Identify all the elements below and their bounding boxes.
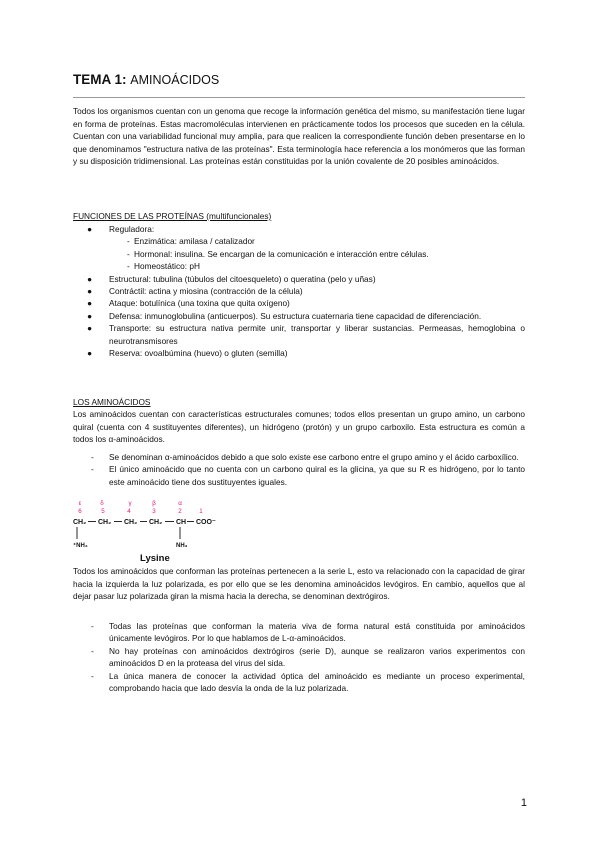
intro-paragraph: Todos los organismos cuentan con un genoma que recoge la información genética del mismo, su manifestación tiene lugar en forma de proteínas. Estas macromoléculas intervienen en prácticamente todos los procesos que suceden en la célula. Cuentan con una variabilidad funcional muy amplia, para que realicen la correspondiente función deben presentarse en lo que denominamos "estructura nativa de las proteínas". Esta terminología hace referencia a los monómeros que las forman y su disposición tridimensional. Las proteínas están constituidas por la unión covalente de 20 posibles aminoácidos. [73, 106, 525, 167]
page-number: 1 [520, 797, 527, 809]
aminoacidos-heading: LOS AMINOÁCIDOS [73, 397, 151, 407]
bullet-icon: ● [87, 323, 93, 334]
molecule-name: Lysine [140, 553, 170, 564]
carbon-number: 2 [178, 508, 182, 515]
carbon-number: 6 [78, 508, 82, 515]
amine-group: NH₃ [176, 543, 188, 549]
dash-icon: - [127, 261, 130, 272]
bullet-icon: ● [87, 298, 93, 309]
list-item: ● Reguladora: - Enzimática: amilasa / catalizador - Hormonal: insulina. Se encargan de la comunicación e interacción entre células. - Homeostático: pH [73, 223, 525, 273]
greek-label: δ [100, 500, 104, 507]
list-item: - Se denominan α-aminoácidos debido a que solo existe ese carbono entre el grupo amino y el ácido carboxílico. [91, 452, 519, 462]
list-item: ● Reserva: ovoalbúmina (huevo) o gluten (semilla) [87, 348, 288, 359]
list-item: ● Estructural: tubulina (túbulos del citoesqueleto) o queratina (pelo y uñas) [87, 273, 376, 284]
greek-label: γ [128, 500, 132, 507]
carbon-number: 3 [152, 508, 156, 515]
title-sub: AMINOÁCIDOS [130, 73, 220, 87]
list-item: - El único aminoácido que no cuenta con un carbono quiral es la glicina, ya que su R es hidrógeno, por lo tanto este aminoácido tiene dos sustituyentes iguales. [91, 464, 525, 487]
amine-group: ⁺NH₃ [73, 543, 88, 549]
bullet-icon: ● [87, 273, 93, 284]
sub-item: - Hormonal: insulina. Se encargan de la comunicación e interacción entre células. [127, 248, 429, 259]
levogiros-paragraph: Todos los aminoácidos que conforman las proteínas pertenecen a la serie L, esto va relacionado con la capacidad de girar hacia la izquierda la luz polarizada, es por ello que se les denomina aminoácidos levógiros. En cambio, aquellos que al dejar pasar luz polarizada giran la misma hacia la derecha, se denominan dextrógiros. [73, 566, 525, 602]
dash-icon: - [91, 645, 94, 656]
aminoacidos-points [73, 451, 525, 488]
chain-atom: CH₂ [98, 519, 112, 526]
sub-item: - Homeostático: pH [127, 261, 200, 272]
aminoacidos-paragraph: Los aminoácidos cuentan con características estructurales comunes; todos ellos presentan un grupo amino, un carbono quiral (cuenta con 4 sustituyentes diferentes), un hidrógeno (protón) y un grupo carboxilo. Esta estructura es común a todos los α-aminoácidos. [73, 409, 525, 445]
dash-icon: - [91, 621, 94, 631]
levogiros-points [73, 620, 525, 694]
chain-atom: CH [176, 519, 187, 526]
dash-icon: - [127, 236, 130, 247]
sub-list [109, 235, 525, 272]
chain-atom: COO⁻ [196, 519, 216, 526]
bullet-icon: ● [87, 286, 93, 297]
list-item: - Todas las proteínas que conforman la materia viva de forma natural está constituida por aminoácidos únicamente levógiros. Por lo que hablamos de L-α-aminoácidos. [91, 621, 525, 644]
list-item: - La única manera de conocer la actividad óptica del aminoácido es mediante un proceso experimental, comprobando hacia que lado desvía la onda de la luz polarizada. [91, 670, 525, 694]
chain-atom: CH₂ [124, 519, 138, 526]
carbon-number: 1 [199, 508, 203, 515]
list-item: ● Contráctil: actina y miosina (contracción de la célula) [87, 286, 303, 297]
greek-label: ε [78, 500, 82, 507]
dash-icon: - [91, 464, 94, 475]
page-title [73, 72, 219, 87]
bullet-icon: ● [87, 348, 93, 359]
list-item: ● Transporte: su estructura nativa permite unir, transportar y liberar sustancias. Permeasas, hemoglobina o neurotransmisores [87, 323, 525, 346]
sub-item: - Enzimática: amilasa / catalizador [127, 236, 255, 247]
title-divider [73, 97, 525, 98]
list-item: ● Ataque: botulínica (una toxina que quita oxígeno) [87, 298, 290, 309]
dash-icon: - [91, 452, 94, 462]
chain-atom: CH₂ [149, 519, 163, 526]
bullet-icon: ● [87, 310, 93, 321]
list-item: - No hay proteínas con aminoácidos dextrógiros (serie D), aunque se realizaron varios experimentos con aminoácidos D en la proteasa del virus del sida. [91, 645, 525, 669]
greek-label: β [152, 500, 156, 507]
chain-atom: CH₂ [73, 519, 87, 526]
bullet-icon: ● [87, 224, 93, 234]
carbon-number: 5 [101, 508, 105, 515]
dash-icon: - [127, 248, 130, 259]
title-bold: TEMA 1: [73, 72, 127, 87]
funciones-heading: FUNCIONES DE LAS PROTEÍNAS (multifuncionales) [73, 211, 272, 221]
dash-icon: - [91, 670, 94, 681]
funciones-list [73, 223, 525, 359]
lysine-structure-diagram [73, 498, 273, 568]
list-item: ● Defensa: inmunoglobulina (anticuerpos). Su estructura cuaternaria tiene capacidad de diferenciación. [87, 310, 482, 321]
carbon-number: 4 [127, 508, 131, 515]
greek-label: α [178, 500, 182, 507]
